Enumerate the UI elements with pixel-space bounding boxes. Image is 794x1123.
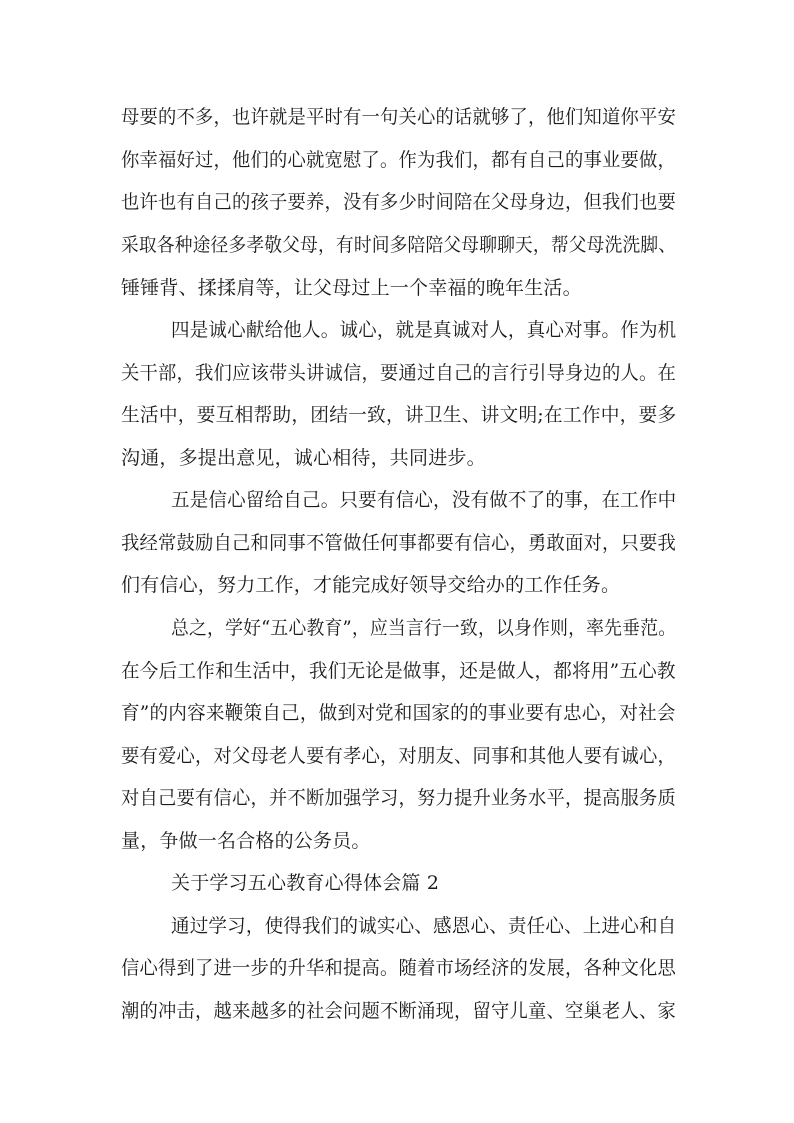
section-heading: 关于学习五心教育心得体会篇 2 <box>171 872 440 894</box>
text-line: 沟通，多提出意见，诚心相待，共同进步。 <box>121 447 486 469</box>
text-line: 你幸福好过，他们的心就宽慰了。作为我们，都有自己的事业要做， <box>121 149 676 171</box>
text-line: 生活中，要互相帮助，团结一致，讲卫生、讲文明;在工作中，要多 <box>121 404 677 426</box>
text-line: 采取各种途径多孝敬父母，有时间多陪陪父母聊聊天，帮父母洗洗脚、 <box>121 234 677 256</box>
paragraph-first-line: 四是诚心献给他人。诚心，就是真诚对人，真心对事。作为机 <box>171 319 677 341</box>
paragraph-first-line: 总之，学好“五心教育”，应当言行一致，以身作则，率先垂范。 <box>171 617 677 639</box>
text-line: 我经常鼓励自己和同事不管做任何事都要有信心，勇敢面对，只要我 <box>121 532 676 554</box>
text-line: 们有信心，努力工作，才能完成好领导交给办的工作任务。 <box>121 574 621 596</box>
text-line: 在今后工作和生活中，我们无论是做事，还是做人，都将用”五心教 <box>121 660 676 682</box>
text-line: 关干部，我们应该带头讲诚信，要通过自己的言行引导身边的人。在 <box>121 362 676 384</box>
text-line: 要有爱心，对父母老人要有孝心，对朋友、同事和其他人要有诚心， <box>121 745 676 767</box>
text-line: 也许也有自己的孩子要养，没有多少时间陪在父母身边，但我们也要 <box>121 191 676 213</box>
text-line: 母要的不多，也许就是平时有一句关心的话就够了，他们知道你平安 <box>121 106 676 128</box>
text-line: 信心得到了进一步的升华和提高。随着市场经济的发展，各种文化思 <box>121 957 676 979</box>
text-line: 量，争做一名合格的公务员。 <box>121 830 371 852</box>
paragraph-first-line: 五是信心留给自己。只要有信心，没有做不了的事，在工作中 <box>171 489 677 511</box>
text-line: 对自己要有信心，并不断加强学习，努力提升业务水平，提高服务质 <box>121 787 676 809</box>
text-line: 潮的冲击，越来越多的社会问题不断涌现，留守儿童、空巢老人、家 <box>121 1000 676 1022</box>
text-line: 锤锤背、揉揉肩等，让父母过上一个幸福的晚年生活。 <box>121 277 582 299</box>
paragraph-first-line: 通过学习，使得我们的诚实心、感恩心、责任心、上进心和自 <box>171 915 677 937</box>
text-line: 育”的内容来鞭策自己，做到对党和国家的的事业要有忠心，对社会 <box>121 702 676 724</box>
